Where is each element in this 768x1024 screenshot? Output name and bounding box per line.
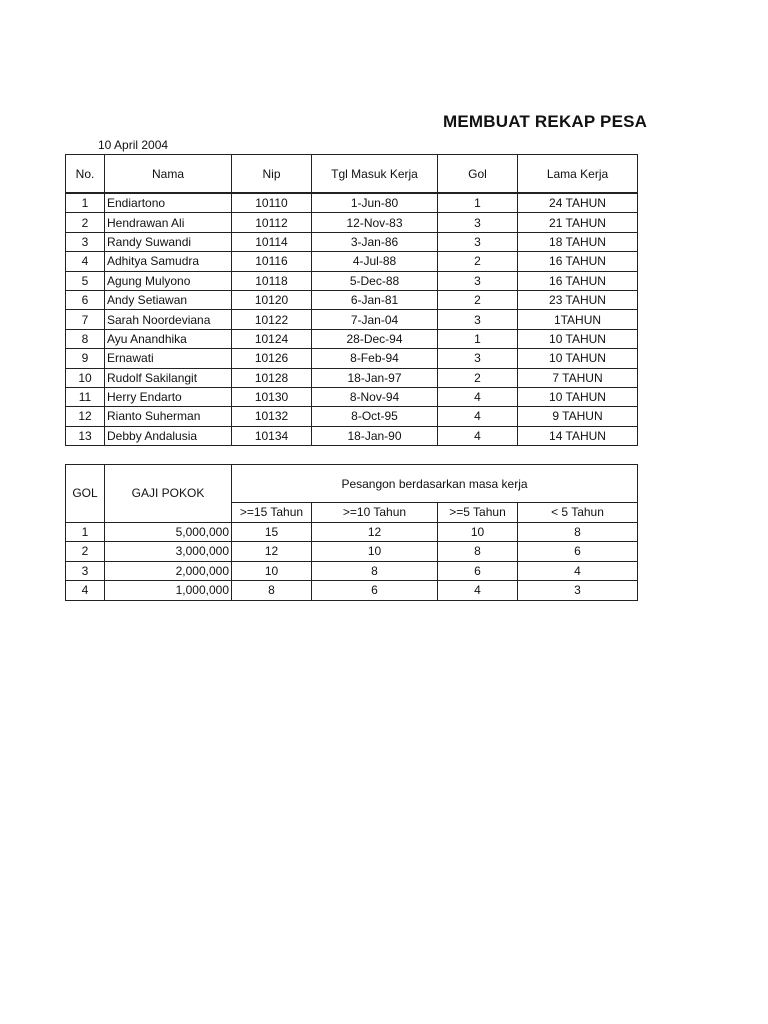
cell-lama-kerja: 10 TAHUN (518, 349, 638, 368)
table-row (66, 522, 638, 542)
cell-gol: 4 (438, 426, 518, 445)
cell-gol: 1 (438, 193, 518, 213)
subheader-5: >=5 Tahun (438, 503, 518, 523)
header-gol: GOL (66, 465, 105, 523)
cell-nip: 10114 (232, 232, 312, 251)
cell-tgl-masuk: 5-Dec-88 (312, 271, 438, 290)
cell-gaji-pokok: 2,000,000 (105, 561, 232, 581)
cell-no: 2 (66, 213, 105, 232)
cell-nama: Rianto Suherman (105, 407, 232, 426)
cell-10: 10 (312, 542, 438, 562)
cell-nama: Agung Mulyono (105, 271, 232, 290)
cell-under-5: 8 (518, 522, 638, 542)
cell-lama-kerja: 18 TAHUN (518, 232, 638, 251)
cell-lama-kerja: 1TAHUN (518, 310, 638, 329)
header-tgl-masuk: Tgl Masuk Kerja (312, 155, 438, 194)
cell-gol: 3 (66, 561, 105, 581)
cell-nama: Endiartono (105, 193, 232, 213)
cell-gol: 3 (438, 232, 518, 251)
cell-tgl-masuk: 1-Jun-80 (312, 193, 438, 213)
cell-lama-kerja: 23 TAHUN (518, 290, 638, 309)
header-nip: Nip (232, 155, 312, 194)
cell-lama-kerja: 16 TAHUN (518, 252, 638, 271)
table-row (66, 349, 638, 368)
cell-nama: Adhitya Samudra (105, 252, 232, 271)
cell-nip: 10118 (232, 271, 312, 290)
cell-no: 13 (66, 426, 105, 445)
cell-gol: 3 (438, 310, 518, 329)
cell-no: 4 (66, 252, 105, 271)
cell-15: 12 (232, 542, 312, 562)
header-gol: Gol (438, 155, 518, 194)
cell-gol: 1 (438, 329, 518, 348)
cell-no: 6 (66, 290, 105, 309)
severance-table (65, 464, 638, 601)
header-lama-kerja: Lama Kerja (518, 155, 638, 194)
header-pesangon: Pesangon berdasarkan masa kerja (232, 465, 638, 503)
cell-gol: 3 (438, 271, 518, 290)
cell-tgl-masuk: 18-Jan-97 (312, 368, 438, 387)
subheader-under-5: < 5 Tahun (518, 503, 638, 523)
cell-no: 9 (66, 349, 105, 368)
cell-lama-kerja: 14 TAHUN (518, 426, 638, 445)
employee-table-header (66, 155, 638, 194)
cell-nama: Randy Suwandi (105, 232, 232, 251)
cell-gaji-pokok: 3,000,000 (105, 542, 232, 562)
cell-nama: Ernawati (105, 349, 232, 368)
cell-nip: 10128 (232, 368, 312, 387)
cell-tgl-masuk: 7-Jan-04 (312, 310, 438, 329)
cell-no: 10 (66, 368, 105, 387)
cell-tgl-masuk: 12-Nov-83 (312, 213, 438, 232)
table-row (66, 252, 638, 271)
table-row (66, 213, 638, 232)
cell-gol: 4 (438, 407, 518, 426)
cell-gol: 2 (66, 542, 105, 562)
cell-nip: 10132 (232, 407, 312, 426)
cell-nama: Debby Andalusia (105, 426, 232, 445)
document-date: 10 April 2004 (98, 138, 169, 152)
cell-nama: Sarah Noordeviana (105, 310, 232, 329)
cell-gol: 2 (438, 368, 518, 387)
cell-gol: 2 (438, 290, 518, 309)
cell-5: 10 (438, 522, 518, 542)
cell-gol: 3 (438, 349, 518, 368)
cell-15: 10 (232, 561, 312, 581)
cell-tgl-masuk: 8-Nov-94 (312, 387, 438, 406)
cell-lama-kerja: 10 TAHUN (518, 387, 638, 406)
cell-no: 3 (66, 232, 105, 251)
cell-lama-kerja: 16 TAHUN (518, 271, 638, 290)
cell-lama-kerja: 24 TAHUN (518, 193, 638, 213)
cell-15: 8 (232, 581, 312, 601)
header-gaji-pokok: GAJI POKOK (105, 465, 232, 523)
table-row (66, 426, 638, 445)
cell-5: 4 (438, 581, 518, 601)
subheader-15: >=15 Tahun (232, 503, 312, 523)
cell-nip: 10112 (232, 213, 312, 232)
cell-tgl-masuk: 6-Jan-81 (312, 290, 438, 309)
cell-nama: Hendrawan Ali (105, 213, 232, 232)
cell-tgl-masuk: 28-Dec-94 (312, 329, 438, 348)
cell-lama-kerja: 7 TAHUN (518, 368, 638, 387)
cell-gol: 1 (66, 522, 105, 542)
cell-tgl-masuk: 8-Oct-95 (312, 407, 438, 426)
cell-no: 5 (66, 271, 105, 290)
cell-no: 8 (66, 329, 105, 348)
cell-lama-kerja: 21 TAHUN (518, 213, 638, 232)
cell-gol: 4 (438, 387, 518, 406)
document-title: MEMBUAT REKAP PESA (443, 112, 648, 131)
cell-gaji-pokok: 1,000,000 (105, 581, 232, 601)
table-row (66, 561, 638, 581)
cell-nip: 10126 (232, 349, 312, 368)
subheader-10: >=10 Tahun (312, 503, 438, 523)
cell-gaji-pokok: 5,000,000 (105, 522, 232, 542)
cell-nip: 10134 (232, 426, 312, 445)
table-row (66, 310, 638, 329)
cell-nip: 10110 (232, 193, 312, 213)
table-row (66, 193, 638, 213)
table-row (66, 232, 638, 251)
cell-under-5: 6 (518, 542, 638, 562)
cell-nama: Andy Setiawan (105, 290, 232, 309)
severance-header-row (66, 465, 638, 503)
cell-nama: Ayu Anandhika (105, 329, 232, 348)
cell-nama: Herry Endarto (105, 387, 232, 406)
cell-lama-kerja: 10 TAHUN (518, 329, 638, 348)
cell-nip: 10122 (232, 310, 312, 329)
cell-10: 8 (312, 561, 438, 581)
cell-gol: 4 (66, 581, 105, 601)
cell-no: 1 (66, 193, 105, 213)
cell-10: 6 (312, 581, 438, 601)
cell-nip: 10116 (232, 252, 312, 271)
cell-no: 12 (66, 407, 105, 426)
cell-nama: Rudolf Sakilangit (105, 368, 232, 387)
table-row (66, 542, 638, 562)
table-row (66, 581, 638, 601)
cell-no: 7 (66, 310, 105, 329)
cell-nip: 10124 (232, 329, 312, 348)
table-row (66, 329, 638, 348)
cell-tgl-masuk: 4-Jul-88 (312, 252, 438, 271)
cell-no: 11 (66, 387, 105, 406)
cell-gol: 3 (438, 213, 518, 232)
cell-gol: 2 (438, 252, 518, 271)
table-row (66, 271, 638, 290)
table-row (66, 368, 638, 387)
table-row (66, 387, 638, 406)
cell-tgl-masuk: 18-Jan-90 (312, 426, 438, 445)
table-row (66, 290, 638, 309)
cell-nip: 10120 (232, 290, 312, 309)
header-no: No. (66, 155, 105, 194)
cell-under-5: 4 (518, 561, 638, 581)
cell-lama-kerja: 9 TAHUN (518, 407, 638, 426)
cell-tgl-masuk: 8-Feb-94 (312, 349, 438, 368)
cell-nip: 10130 (232, 387, 312, 406)
cell-5: 6 (438, 561, 518, 581)
cell-tgl-masuk: 3-Jan-86 (312, 232, 438, 251)
cell-under-5: 3 (518, 581, 638, 601)
table-row (66, 407, 638, 426)
header-nama: Nama (105, 155, 232, 194)
cell-5: 8 (438, 542, 518, 562)
employee-table (65, 154, 638, 446)
cell-15: 15 (232, 522, 312, 542)
cell-10: 12 (312, 522, 438, 542)
